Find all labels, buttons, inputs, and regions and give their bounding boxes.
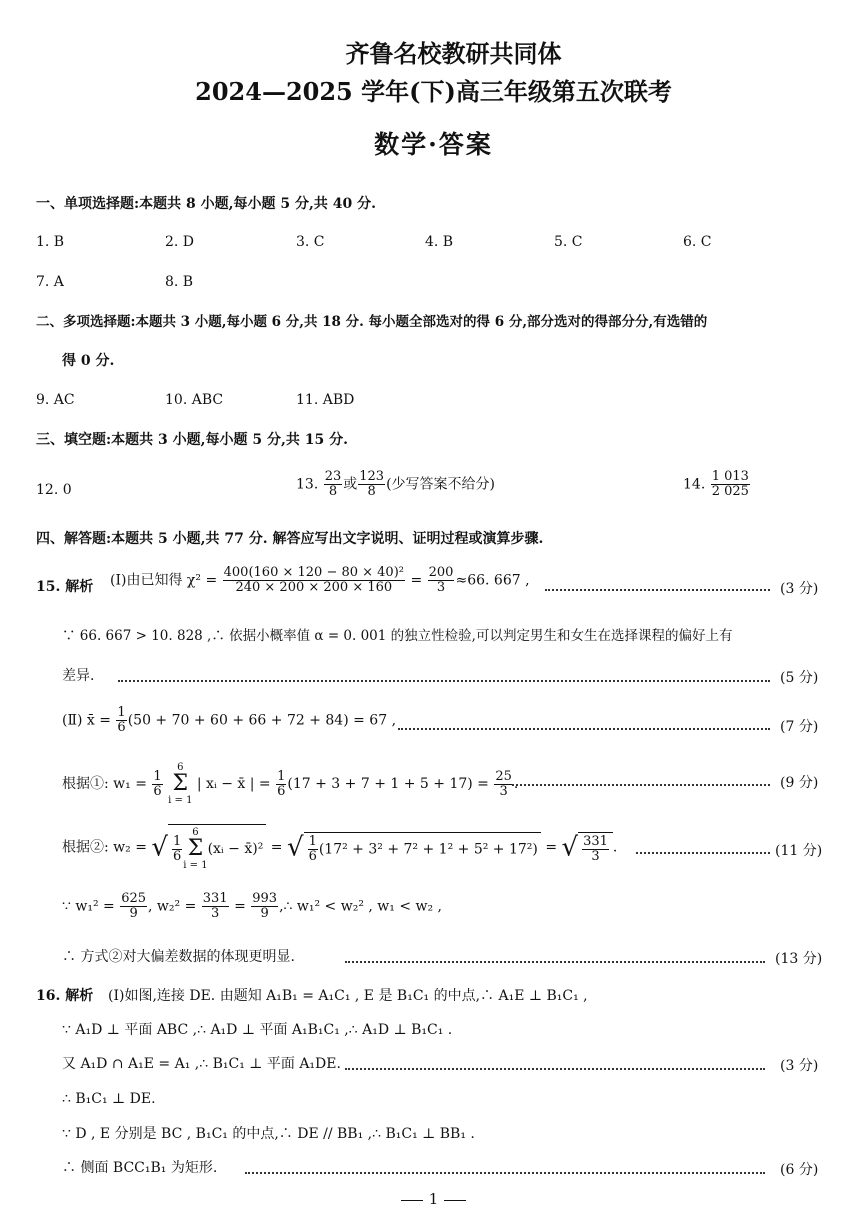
answer-11: 11. ABD [296, 392, 355, 408]
answer-3: 3. C [296, 234, 325, 250]
score-9: (9 分) [780, 775, 819, 791]
fraction: $\frac{1}{6}$ [172, 833, 182, 864]
fraction: $\frac{200}{3}$ [428, 565, 454, 595]
fraction: $\frac{\text{400(160 × 120 − 80 × 40)²}}{240 \times 200 \times 200 \times 160}$ [223, 565, 404, 595]
fraction: $\frac{1}{6}$ [308, 833, 317, 864]
answer-2: 2. D [165, 234, 195, 250]
sqrt-icon: √ [561, 832, 579, 863]
page-number: 1 [0, 1190, 867, 1208]
q15-line6: 根据②: w₂ = √ $\frac{1}{6}$ 6 Σ i = 1(xᵢ − x̄)² = √ $\frac{1}{6}$ (17² + 3² + 7² + 1² + 5² + 17²) = √ $\frac{331}{3}$ . [62, 824, 617, 871]
exam-title: 2024—2025 学年(下)高三年级第五次联考 [195, 77, 672, 106]
answer-7: 7. A [36, 274, 64, 290]
leader-dots [245, 1172, 765, 1174]
q15-line5: 根据①: w₁ = $\frac{1}{6}$ 6 Σ i = 1 | xᵢ − x̄ | = $\frac{1}{6}$ (17 + 3 + 7 + 1 + 5 + 17) = $\frac{25}{3}$ . [62, 762, 519, 806]
score-13: (13 分) [775, 951, 823, 967]
leader-dots [636, 852, 770, 854]
answer-12: 12. 0 [36, 482, 72, 498]
section2-title: 二、多项选择题:本题共 3 小题,每小题 6 分,共 18 分. 每小题全部选对的得 6 分,部分选对的得部分分,有选错的 [36, 314, 708, 330]
fraction: $\frac{1 013}{2 025}$ [711, 469, 749, 499]
fraction: $\frac{625}{9}$ [121, 891, 147, 921]
q16-line1: (Ⅰ)如图,连接 DE. 由题知 A₁B₁ = A₁C₁ , E 是 B₁C₁ 的中点,∴ A₁E ⊥ B₁C₁ , [108, 988, 588, 1004]
score-5: (5 分) [780, 670, 819, 686]
answer-5: 5. C [554, 234, 583, 250]
answer-1: 1. B [36, 234, 65, 250]
fraction: $\frac{123}{8}$ [359, 469, 385, 499]
answer-14: 14. $\frac{1 013}{2 025}$ [683, 469, 749, 499]
fraction: $\frac{331}{3}$ [583, 833, 608, 864]
score-7: (7 分) [780, 719, 819, 735]
sqrt-icon: √ [286, 832, 304, 863]
q16-line3: 又 A₁D ∩ A₁E = A₁ ,∴ B₁C₁ ⊥ 平面 A₁DE. [62, 1056, 341, 1072]
q15-line7: ∵ w₁² = $\frac{625}{9}$ , w₂² = $\frac{331}{3}$ = $\frac{993}{9}$ ,∴ w₁² < w₂² , w₁ < w₂ , [62, 891, 443, 921]
score-6: (6 分) [780, 1162, 819, 1178]
section4-title: 四、解答题:本题共 5 小题,共 77 分. 解答应写出文字说明、证明过程或演算步骤. [36, 531, 544, 547]
q16-line5: ∵ D , E 分别是 BC , B₁C₁ 的中点,∴ DE // BB₁ ,∴ B₁C₁ ⊥ BB₁ . [62, 1126, 475, 1142]
q15-line3: 差异. [62, 668, 95, 684]
fraction: $\frac{1}{6}$ [153, 768, 162, 799]
q16-label: 16. 解析 [36, 988, 94, 1004]
leader-dots [118, 680, 770, 682]
answer-13-note: (少写答案不给分) [386, 476, 496, 493]
leader-dots [398, 728, 770, 730]
sigma-symbol: 6 Σ i = 1 [183, 827, 208, 871]
fraction: $\frac{1}{6}$ [117, 705, 126, 735]
fraction: $\frac{993}{9}$ [252, 891, 278, 921]
answer-8: 8. B [165, 274, 194, 290]
org-title: 齐鲁名校教研共同体 [345, 39, 562, 68]
score-11: (11 分) [775, 843, 823, 859]
q15-line8: ∴ 方式②对大偏差数据的体现更明显. [62, 949, 295, 965]
answer-13: 13. $\frac{23}{8}$ 或 $\frac{123}{8}$ (少写答案不给分) [296, 469, 496, 499]
q16-line4: ∴ B₁C₁ ⊥ DE. [62, 1091, 156, 1107]
q16-line2: ∵ A₁D ⊥ 平面 ABC ,∴ A₁D ⊥ 平面 A₁B₁C₁ ,∴ A₁D ⊥ B₁C₁ . [62, 1022, 453, 1038]
q16-line6: ∴ 侧面 BCC₁B₁ 为矩形. [62, 1160, 218, 1176]
leader-dots [345, 961, 765, 963]
sqrt-icon: √ [151, 832, 168, 863]
fraction: $\frac{1}{6}$ [277, 768, 286, 799]
fraction: $\frac{331}{3}$ [202, 891, 228, 921]
subject-title: 数学·答案 [374, 130, 493, 159]
leader-dots [345, 1068, 765, 1070]
section1-title: 一、单项选择题:本题共 8 小题,每小题 5 分,共 40 分. [36, 196, 376, 212]
sigma-symbol: 6 Σ i = 1 [168, 762, 193, 806]
section3-title: 三、填空题:本题共 3 小题,每小题 5 分,共 15 分. [36, 432, 348, 448]
score-3b: (3 分) [780, 1058, 819, 1074]
section2-title-cont: 得 0 分. [62, 353, 115, 369]
answer-4: 4. B [425, 234, 454, 250]
fraction: $\frac{23}{8}$ [324, 469, 342, 499]
q15-line2: ∵ 66. 667 > 10. 828 ,∴ 依据小概率值 α = 0. 001 的独立性检验,可以判定男生和女生在选择课程的偏好上有 [62, 628, 733, 644]
answer-9: 9. AC [36, 392, 75, 408]
q15-line4: (Ⅱ) x̄ = $\frac{1}{6}$ (50 + 70 + 60 + 66 + 72 + 84) = 67 , [62, 705, 397, 735]
q15-line1: (Ⅰ)由已知得 χ² = $\frac{\text{400(160 × 120 − 80 × 40)²}}{240 \times 200 \times 200 \times 160}$ = $\frac{200}{3}$ ≈66. 667 , [110, 565, 530, 595]
q15-label: 15. 解析 [36, 579, 94, 595]
leader-dots [545, 589, 770, 591]
fraction: $\frac{25}{3}$ [495, 768, 512, 799]
leader-dots [512, 784, 770, 786]
score-3: (3 分) [780, 581, 819, 597]
answer-10: 10. ABC [165, 392, 224, 408]
answer-6: 6. C [683, 234, 712, 250]
